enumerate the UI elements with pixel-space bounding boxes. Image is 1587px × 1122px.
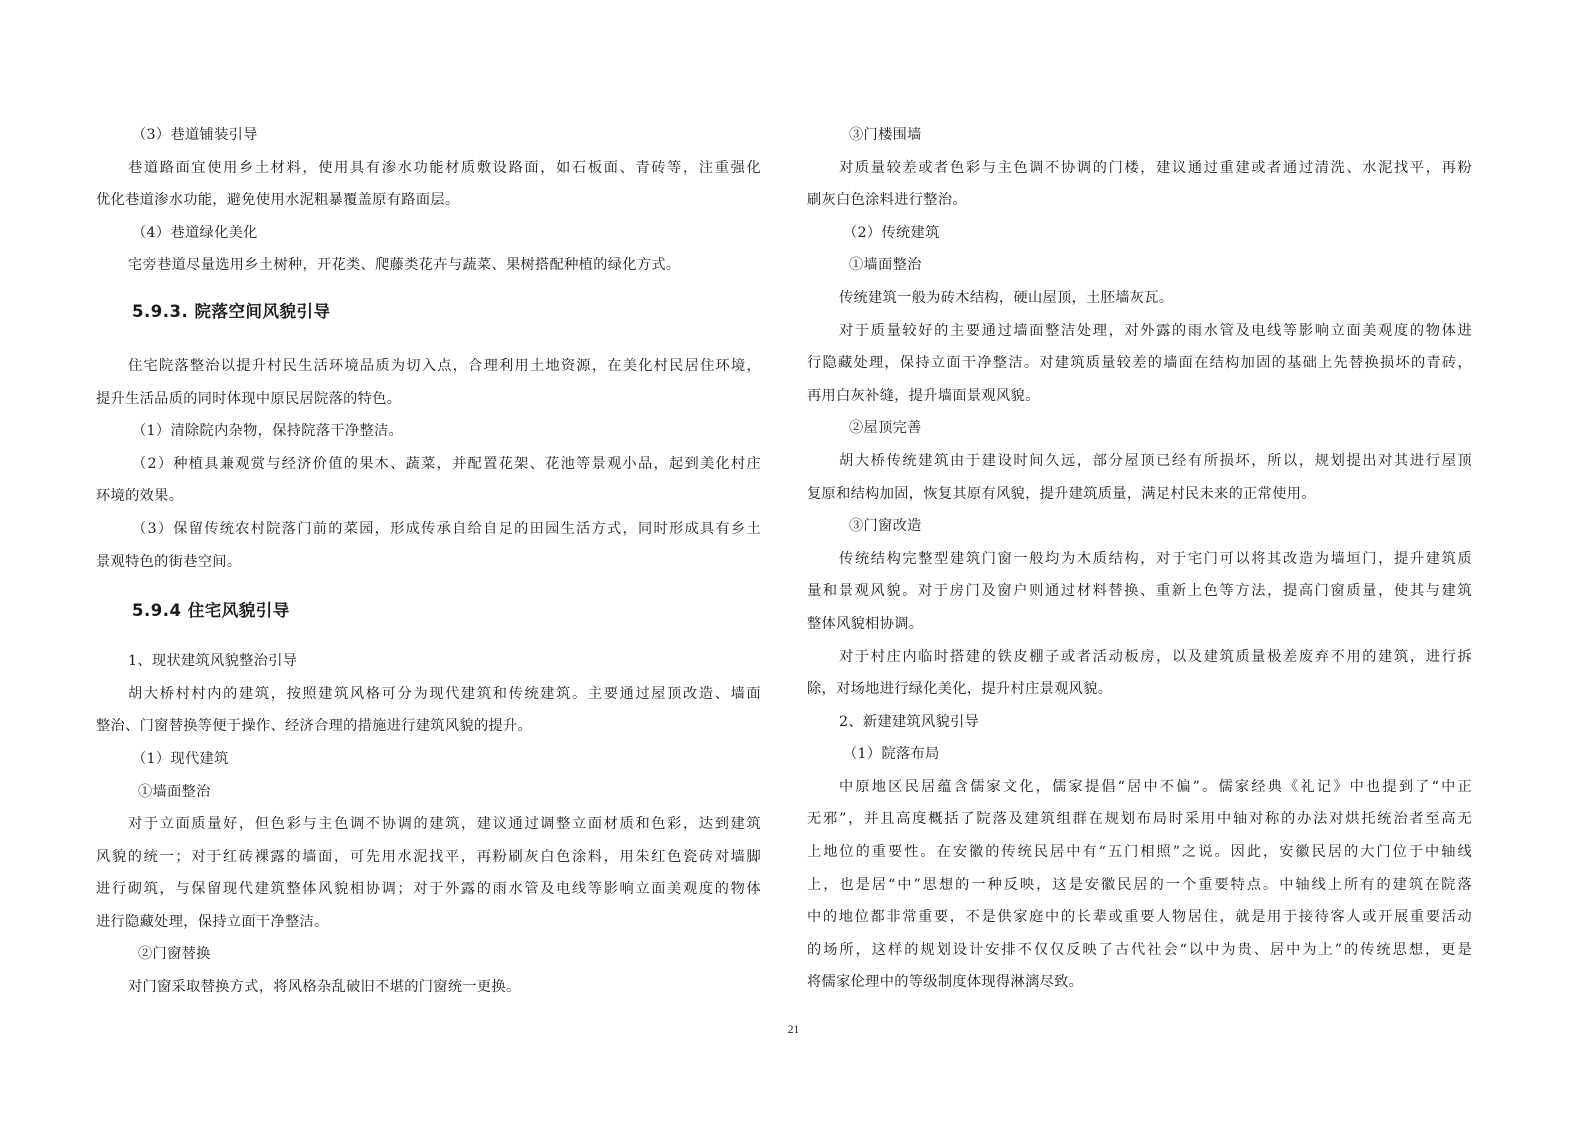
modern-building-heading: （1）现代建筑 — [132, 750, 229, 767]
courtyard-item-2-line: （2）种植具兼观赏与经济价值的果木、蔬菜，并配置花架、花池等景观小品，起到美化村庄 — [132, 455, 761, 472]
paving-paragraph-line: 巷道路面宜使用乡土材料，使用具有渗水功能材质敷设路面，如石板面、青砖等，注重强化 — [128, 159, 761, 176]
greening-paragraph: 宅旁巷道尽量选用乡土树种，开花类、爬藤类花卉与蔬菜、果树搭配种植的绿化方式。 — [128, 257, 681, 274]
wall-renovation-heading: ①墙面整治 — [138, 783, 211, 800]
window-replace-heading: ②门窗替换 — [138, 946, 211, 963]
trad-wall-heading: ①墙面整治 — [849, 257, 922, 274]
roof-paragraph-line: 胡大桥传统建筑由于建设时间久远，部分屋顶已经有所损坏，所以，规划提出对其进行屋顶 — [839, 452, 1472, 469]
wall-paragraph-line: 进行砌筑，与保留现代建筑整体风貌相协调；对于外露的雨水管及电线等影响立面美观度的物体 — [96, 881, 761, 898]
wall-paragraph-line: 进行隐藏处理，保持立面干净整洁。 — [96, 913, 329, 930]
door-paragraph-line: 量和景观风貌。对于房门及窗户则通过材料替换、重新上色等方法，提高门窗质量，使其与建筑 — [807, 583, 1472, 600]
courtyard-item-3-line: 景观特色的街巷空间。 — [96, 553, 242, 570]
courtyard-item-2-line: 环境的效果。 — [96, 488, 184, 505]
existing-paragraph-line: 整治、门窗替换等便于操作、经济合理的措施进行建筑风貌的提升。 — [96, 718, 533, 735]
gate-paragraph-line: 刷灰白色涂料进行整治。 — [807, 192, 967, 209]
existing-heading: 1、现状建筑风貌整治引导 — [128, 653, 298, 670]
temp-building-paragraph-line: 对于村庄内临时搭建的铁皮棚子或者活动板房，以及建筑质量极差废弃不用的建筑，进行拆 — [839, 648, 1472, 665]
door-paragraph-line: 传统结构完整型建筑门窗一般均为木质结构，对于宅门可以将其改造为墙垣门，提升建筑质 — [839, 550, 1472, 567]
layout-paragraph-line: 中原地区民居蕴含儒家文化，儒家提倡“居中不偏”。儒家经典《礼记》中也提到了“中正 — [839, 778, 1472, 795]
courtyard-item-1: （1）清除院内杂物，保持院落干净整洁。 — [132, 423, 404, 440]
trad-wall-paragraph-2-line: 对于质量较好的主要通过墙面整洁处理，对外露的雨水管及电线等影响立面美观度的物体进 — [839, 322, 1472, 339]
layout-paragraph-line: 无邪”，并且高度概括了院落及建筑组群在规划布局时采用中轴对称的办法对烘托统治者至高无 — [807, 811, 1472, 828]
trad-wall-paragraph-2-line: 再用白灰补缝，提升墙面景观风貌。 — [807, 387, 1040, 404]
gate-paragraph-line: 对质量较差或者色彩与主色调不协调的门楼，建议通过重建或者通过清洗、水泥找平，再粉 — [839, 159, 1472, 176]
new-building-heading: 2、新建建筑风貌引导 — [839, 713, 980, 730]
temp-building-paragraph-line: 除，对场地进行绿化美化，提升村庄景观风貌。 — [807, 681, 1113, 698]
courtyard-intro-line: 住宅院落整治以提升村民生活环境品质为切入点，合理利用土地资源，在美化村民居住环境， — [128, 357, 761, 374]
courtyard-layout-heading: （1）院落布局 — [843, 746, 940, 763]
existing-paragraph-line: 胡大桥村村内的建筑，按照建筑风格可分为现代建筑和传统建筑。主要通过屋顶改造、墙面 — [128, 685, 761, 702]
courtyard-intro-line: 提升生活品质的同时体现中原民居院落的特色。 — [96, 390, 402, 407]
wall-paragraph-line: 风貌的统一；对于红砖裸露的墙面，可先用水泥找平，再粉刷灰白色涂料，用朱红色瓷砖对墙脚 — [96, 848, 761, 865]
gate-wall-heading: ③门楼围墙 — [849, 127, 922, 143]
section-5-9-3-title: 5.9.3. 院落空间风貌引导 — [132, 301, 331, 321]
courtyard-item-3-line: （3）保留传统农村院落门前的菜园，形成传承自给自足的田园生活方式，同时形成具有乡土 — [132, 520, 761, 537]
paving-heading: （3）巷道铺装引导 — [132, 127, 258, 143]
page-number: 21 — [787, 1024, 800, 1036]
trad-wall-paragraph-1: 传统建筑一般为砖木结构，硬山屋顶，土胚墙灰瓦。 — [839, 289, 1174, 306]
roof-paragraph-line: 复原和结构加固，恢复其原有风貌，提升建筑质量，满足村民未来的正常使用。 — [807, 485, 1316, 502]
right-column — [807, 119, 1472, 999]
wall-paragraph-line: 对于立面质量好，但色彩与主色调不协调的建筑，建议通过调整立面材质和色彩，达到建筑 — [128, 816, 761, 833]
traditional-building-heading: （2）传统建筑 — [843, 224, 940, 241]
roof-heading: ②屋顶完善 — [849, 420, 922, 437]
layout-paragraph-line: 上地位的重要性。在安徽的传统民居中有“五门相照”之说。因此，安徽民居的大门位于中轴线 — [807, 844, 1472, 861]
paving-paragraph-line: 优化巷道渗水功能，避免使用水泥粗暴覆盖原有路面层。 — [96, 192, 460, 209]
layout-paragraph-line: 的场所，这样的规划设计安排不仅仅反映了古代社会“以中为贵、居中为上”的传统思想，更是 — [807, 941, 1472, 958]
door-window-heading: ③门窗改造 — [849, 518, 922, 535]
window-paragraph: 对门窗采取替换方式，将风格杂乱破旧不堪的门窗统一更换。 — [128, 979, 521, 996]
trad-wall-paragraph-2-line: 行隐藏处理，保持立面干净整洁。对建筑质量较差的墙面在结构加固的基础上先替换损坏的青砖， — [807, 355, 1472, 372]
layout-paragraph-line: 中的地位都非常重要，不是供家庭中的长辈或重要人物居住，就是用于接待客人或开展重要活动 — [807, 909, 1472, 926]
door-paragraph-line: 整体风貌相协调。 — [807, 615, 924, 632]
section-5-9-4-title: 5.9.4 住宅风貌引导 — [132, 601, 290, 621]
layout-paragraph-line: 将儒家伦理中的等级制度体现得淋漓尽致。 — [807, 974, 1084, 991]
layout-paragraph-line: 上，也是居“中”思想的一种反映，这是安徽民居的一个重要特点。中轴线上所有的建筑在院落 — [807, 876, 1472, 893]
left-column — [96, 119, 761, 1004]
greening-heading: （4）巷道绿化美化 — [132, 224, 258, 241]
